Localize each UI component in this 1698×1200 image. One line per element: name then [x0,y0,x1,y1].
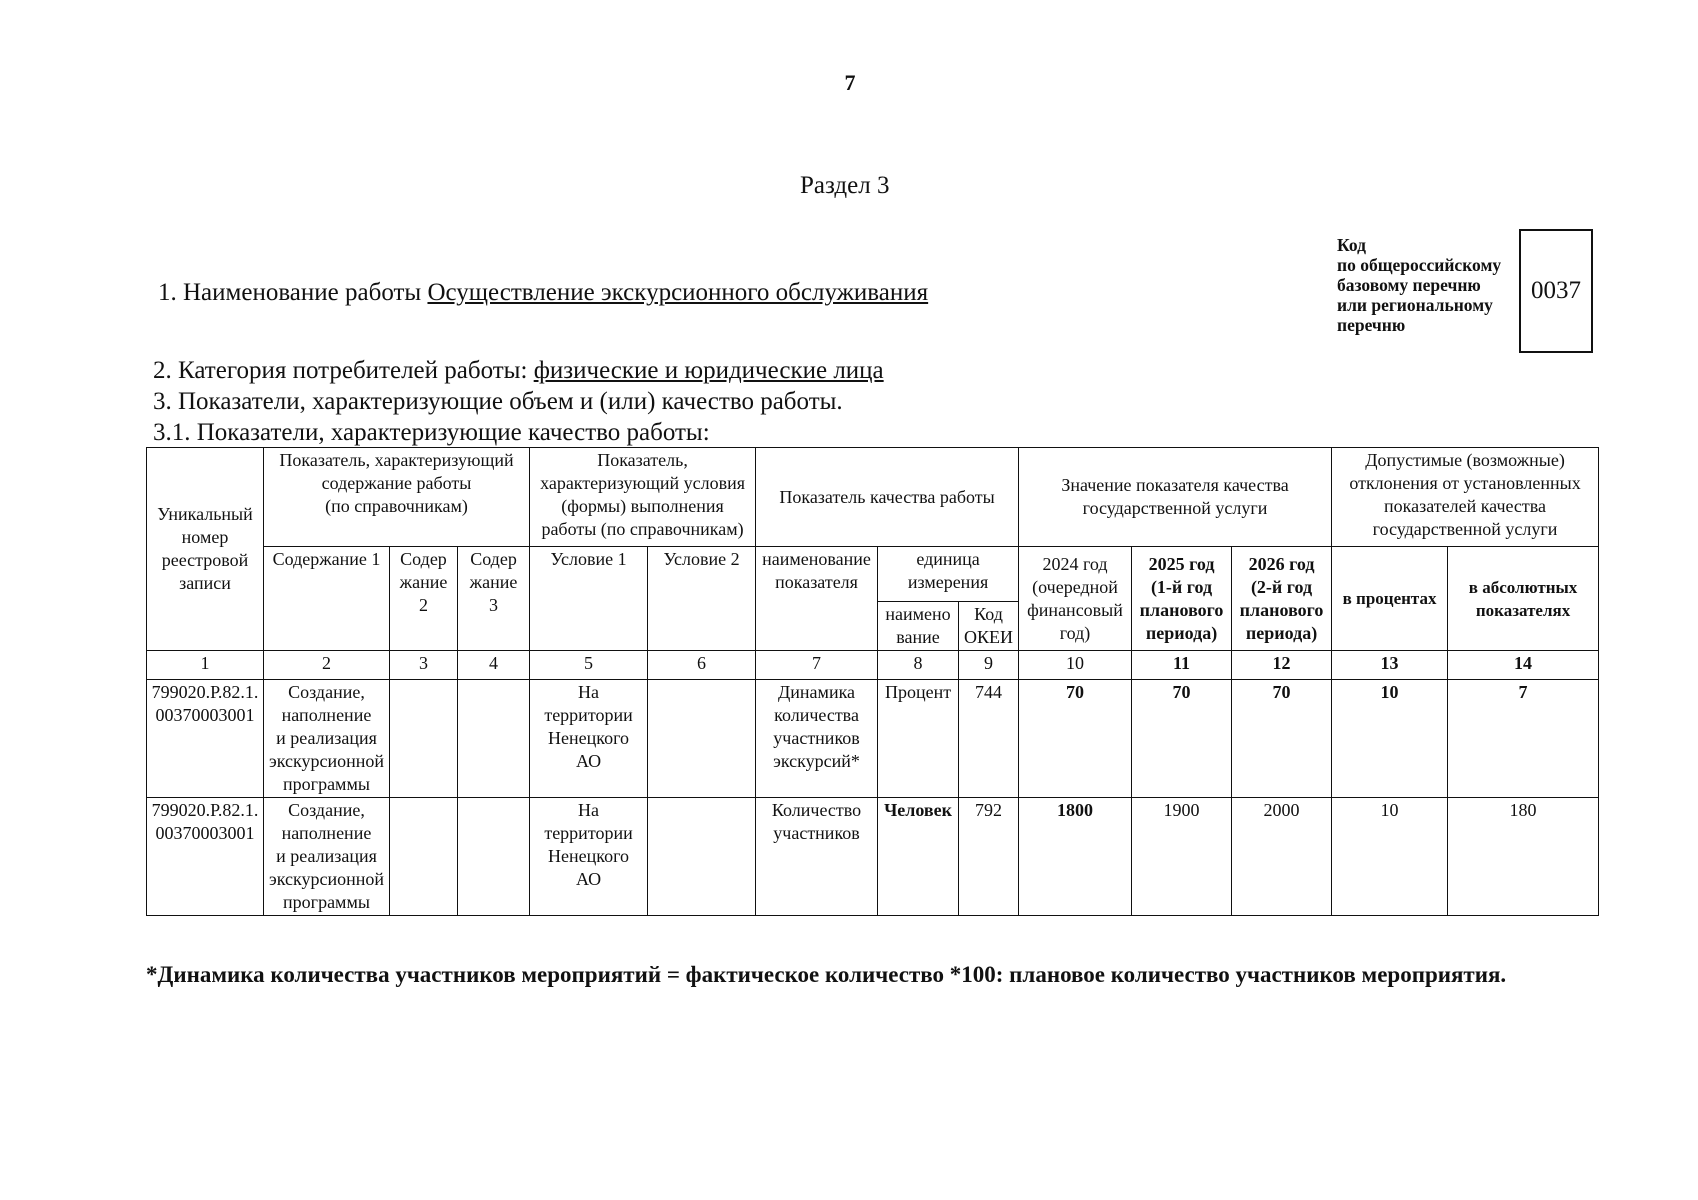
work-name-line [158,279,928,307]
header-text: Содер [400,549,447,569]
header-text: работы (по справочникам) [541,519,744,539]
header-condition-1: Условие 1 [530,547,648,651]
cell-text: 799020.Р.82.1. [151,800,259,820]
code-label-line: по общероссийскому [1337,255,1502,275]
header-content-indicator [264,448,530,547]
cell-deviation-percent: 10 [1332,680,1448,798]
cell-deviation-absolute: 180 [1448,798,1599,916]
footnote: *Динамика количества участников мероприятий = фактическое количество *100: плановое количество участников мероприятия. [146,962,1507,987]
header-condition-indicator [530,448,756,547]
header-content-3 [458,547,530,651]
header-text: (формы) выполнения [561,496,724,516]
header-text: (2-й год [1250,576,1313,597]
cell-text: На [578,800,600,820]
header-unique-number [147,448,264,651]
column-number: 13 [1332,651,1448,680]
header-text: Код [974,604,1003,624]
table-header-row [147,448,1599,547]
table-header-row [147,547,1599,602]
cell-registry-number [147,798,264,916]
header-text: жание [469,572,518,592]
cell-text: программы [283,774,370,794]
cell-text: Ненецкого [548,728,630,748]
cell-text: наполнение [281,705,372,725]
header-text: Содер [470,549,517,569]
cell-text: экскурсий* [773,751,860,771]
code-box [1519,229,1593,353]
column-number: 5 [530,651,648,680]
quality-heading: 3.1. Показатели, характеризующие качество работы: [153,419,710,446]
header-text: Допустимые (возможные) [1365,450,1565,470]
cell-content-1 [264,680,390,798]
cell-text: территории [544,705,633,725]
indicators-heading: 3. Показатели, характеризующие объем и (или) качество работы. [153,388,843,415]
cell-text: Ненецкого [548,846,630,866]
header-text: планового [1139,599,1224,620]
header-text: наименование [762,549,871,569]
column-number: 9 [959,651,1019,680]
column-number: 4 [458,651,530,680]
header-deviations [1332,448,1599,547]
cell-registry-number [147,680,264,798]
header-text: измерения [907,572,989,592]
cell-condition-2 [648,680,756,798]
header-text: номер [181,527,229,547]
cell-text: На [578,682,600,702]
header-text: Значение показателя качества [1061,475,1289,495]
cell-text: 00370003001 [155,823,255,843]
cell-condition-2 [648,798,756,916]
code-label-line: или региональному [1337,295,1493,315]
cell-text: участников [773,823,860,843]
header-text: единица [916,549,980,569]
cell-content-1 [264,798,390,916]
header-text: реестровой [161,550,249,570]
cell-text: 799020.Р.82.1. [151,682,259,702]
header-text: характеризующий условия [540,473,745,493]
cell-content-2 [390,798,458,916]
cell-condition-1 [530,680,648,798]
code-label-line: перечню [1337,315,1406,335]
cell-content-3 [458,798,530,916]
header-year-2024 [1019,547,1132,651]
cell-text: и реализация [276,728,377,748]
header-in-absolute [1448,547,1599,651]
header-text: наимено [885,604,951,624]
header-unit [878,547,1019,602]
header-unit-code [959,602,1019,651]
cell-text: Динамика [778,682,856,702]
header-text: жание [399,572,448,592]
cell-text: АО [575,751,602,771]
cell-text: наполнение [281,823,372,843]
code-value: 0037 [1531,277,1581,304]
header-text: отклонения от установленных [1349,473,1581,493]
code-label [1337,235,1515,335]
header-unit-name [878,602,959,651]
cell-text: экскурсионной [268,869,385,889]
header-text: Уникальный [157,504,253,524]
header-in-percent: в процентах [1332,547,1448,651]
header-text: финансовый [1027,599,1123,620]
header-text: 2026 год [1248,553,1315,574]
header-year-2026 [1232,547,1332,651]
column-number: 14 [1448,651,1599,680]
header-text: государственной услуги [1372,519,1558,539]
cell-condition-1 [530,798,648,916]
quality-table [146,447,1599,916]
section-title: Раздел 3 [800,172,890,199]
code-label-line: базовому перечню [1337,275,1481,295]
cell-deviation-absolute: 7 [1448,680,1599,798]
consumers-line [153,357,884,385]
code-label-line: Код [1337,235,1366,255]
column-number: 8 [878,651,959,680]
cell-text: экскурсионной [268,751,385,771]
header-text: (1-й год [1150,576,1213,597]
work-name-value: Осуществление экскурсионного обслуживания [427,279,929,306]
header-text: периода) [1145,622,1218,643]
header-text: показателя [775,572,858,592]
header-year-2025 [1132,547,1232,651]
cell-text: АО [575,869,602,889]
cell-text: территории [544,823,633,843]
column-number-row [147,651,1599,680]
header-text: Показатель, характеризующий [279,450,514,470]
cell-unit-code: 792 [959,798,1019,916]
header-text: показателях [1475,600,1571,620]
cell-deviation-percent: 10 [1332,798,1448,916]
consumers-value: физические и юридические лица [533,357,884,384]
table-row [147,798,1599,916]
header-quality-indicator: Показатель качества работы [756,448,1019,547]
header-text: Показатель, [597,450,688,470]
cell-indicator-name [756,680,878,798]
cell-content-2 [390,680,458,798]
cell-unit-name: Процент [878,680,959,798]
cell-text: участников [773,728,860,748]
consumers-label: 2. Категория потребителей работы: [153,357,534,384]
header-text: периода) [1245,622,1318,643]
header-text: государственной услуги [1082,498,1268,518]
header-indicator-name [756,547,878,651]
cell-text: Создание, [288,800,365,820]
cell-text: программы [283,892,370,912]
header-text: в абсолютных [1468,577,1578,597]
header-content-2 [390,547,458,651]
cell-unit-name: Человек [878,798,959,916]
cell-value-2025: 70 [1132,680,1232,798]
header-condition-2: Условие 2 [648,547,756,651]
cell-text: 00370003001 [155,705,255,725]
page-number: 7 [844,70,856,95]
column-number: 3 [390,651,458,680]
column-number: 10 [1019,651,1132,680]
header-text: записи [179,573,231,593]
header-text: планового [1239,599,1324,620]
cell-value-2026: 70 [1232,680,1332,798]
cell-value-2024: 1800 [1019,798,1132,916]
header-text: ОКЕИ [964,627,1014,647]
table-row [147,680,1599,798]
header-text: показателей качества [1384,496,1547,516]
cell-value-2026: 2000 [1232,798,1332,916]
header-text: год) [1059,622,1091,643]
column-number: 12 [1232,651,1332,680]
work-name-label: 1. Наименование работы [158,279,428,306]
header-text: 2025 год [1148,553,1215,574]
header-text: (по справочникам) [325,496,468,516]
header-text: 2 [419,595,428,615]
column-number: 6 [648,651,756,680]
column-number: 11 [1132,651,1232,680]
column-number: 1 [147,651,264,680]
header-quality-value [1019,448,1332,547]
header-text: вание [896,627,940,647]
header-content-1: Содержание 1 [264,547,390,651]
cell-unit-code: 744 [959,680,1019,798]
cell-text: количества [774,705,859,725]
header-text: (очередной [1032,576,1118,597]
cell-content-3 [458,680,530,798]
cell-value-2024: 70 [1019,680,1132,798]
header-text: 3 [489,595,499,615]
cell-text: Создание, [288,682,365,702]
header-text: содержание работы [321,473,472,493]
header-text: 2024 год [1042,553,1108,574]
cell-value-2025: 1900 [1132,798,1232,916]
column-number: 2 [264,651,390,680]
cell-text: и реализация [276,846,377,866]
cell-text: Количество [771,800,862,820]
cell-indicator-name [756,798,878,916]
column-number: 7 [756,651,878,680]
